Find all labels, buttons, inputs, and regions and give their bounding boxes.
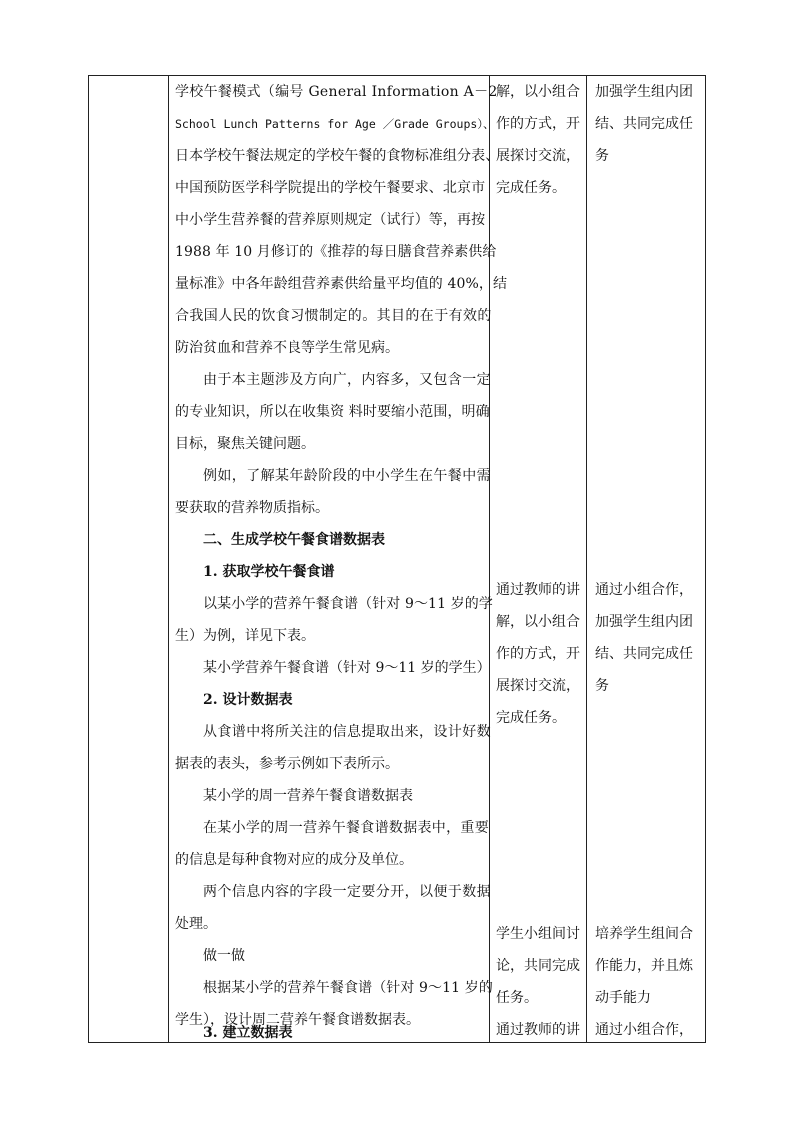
- purpose-line: 结、共同完成任: [595, 116, 693, 132]
- content-line: 要获取的营养物质指标。: [175, 500, 329, 516]
- content-line: 的专业知识，所以在收集资 料时要缩小范围，明确: [175, 404, 490, 420]
- activity-label: 做一做: [203, 948, 245, 964]
- content-line: 1988 年 10 月修订的《推荐的每日膳食营养素供给: [175, 244, 497, 260]
- activity-line: 通过教师的讲: [496, 1022, 580, 1038]
- content-line: 根据某小学的营养午餐食谱（针对 9～11 岁的: [203, 980, 493, 996]
- content-line: 量标准》中各年龄组营养素供给量平均值的 40%，结: [175, 276, 508, 292]
- activity-line: 完成任务。: [496, 180, 566, 196]
- content-line: 目标，聚焦关键问题。: [175, 436, 315, 452]
- content-line: 据表的表头，参考示例如下表所示。: [175, 756, 399, 772]
- content-line: 中国预防医学科学院提出的学校午餐要求、北京市: [175, 180, 486, 196]
- purpose-line: 加强学生组内团: [595, 614, 693, 630]
- purpose-line: 动手能力: [595, 990, 651, 1006]
- activity-line: 完成任务。: [496, 710, 566, 726]
- lesson-table: [88, 75, 706, 1043]
- content-line: 学生），设计周二营养午餐食谱数据表。: [175, 1012, 420, 1028]
- purpose-line: 结、共同完成任: [595, 646, 693, 662]
- purpose-line: 通过小组合作，: [595, 1022, 693, 1038]
- student-activity-cell: [490, 76, 586, 1042]
- content-line: 由于本主题涉及方向广，内容多，又包含一定: [203, 372, 491, 388]
- activity-line: 论，共同完成: [496, 958, 580, 974]
- content-line: 例如，了解某年龄阶段的中小学生在午餐中需: [203, 468, 491, 484]
- purpose-line: 通过小组合作，: [595, 582, 693, 598]
- activity-line: 展探讨交流，: [496, 678, 580, 694]
- activity-line: 通过教师的讲: [496, 582, 580, 598]
- content-line: School Lunch Patterns for Age ／Grade Groups）、: [175, 117, 495, 131]
- activity-line: 解，以小组合: [496, 614, 580, 630]
- content-line: 的信息是每种食物对应的成分及单位。: [175, 852, 413, 868]
- subsection-heading: 1. 获取学校午餐食谱: [203, 564, 335, 580]
- stage-cell: [89, 76, 168, 1042]
- subsection-heading: 3. 建立数据表: [203, 1025, 293, 1041]
- purpose-line: 作能力，并且炼: [595, 958, 693, 974]
- table-caption: 某小学营养午餐食谱（针对 9～11 岁的学生）: [203, 660, 491, 676]
- content-line: 防治贫血和营养不良等学生常见病。: [175, 340, 399, 356]
- purpose-line: 加强学生组内团: [595, 84, 693, 100]
- content-line: 从食谱中将所关注的信息提取出来，设计好数: [203, 724, 491, 740]
- content-line: 中小学生营养餐的营养原则规定（试行）等，再按: [175, 212, 486, 228]
- purpose-line: 务: [595, 678, 609, 694]
- activity-line: 解，以小组合: [496, 84, 580, 100]
- activity-line: 任务。: [496, 990, 538, 1006]
- activity-line: 展探讨交流，: [496, 148, 580, 164]
- content-line: 日本学校午餐法规定的学校午餐的食物标准组分表、: [175, 148, 500, 164]
- purpose-line: 务: [595, 148, 609, 164]
- design-purpose-cell: [587, 76, 705, 1042]
- activity-line: 作的方式，开: [496, 646, 580, 662]
- content-line: 以某小学的营养午餐食谱（针对 9～11 岁的学: [203, 596, 493, 612]
- content-line: 两个信息内容的字段一定要分开，以便于数据: [203, 884, 491, 900]
- activity-line: 学生小组间讨: [496, 926, 580, 942]
- content-line: 在某小学的周一营养午餐食谱数据表中，重要: [203, 820, 489, 836]
- content-line: 学校午餐模式（编号 General Information A－2: [175, 84, 498, 100]
- section-heading: 二、生成学校午餐食谱数据表: [203, 532, 385, 548]
- content-line: 生）为例，详见下表。: [175, 628, 315, 644]
- content-line: 处理。: [175, 916, 217, 932]
- activity-line: 作的方式，开: [496, 116, 580, 132]
- table-caption: 某小学的周一营养午餐食谱数据表: [203, 788, 413, 804]
- content-line: 合我国人民的饮食习惯制定的。其目的在于有效的: [175, 308, 492, 324]
- purpose-line: 培养学生组间合: [595, 926, 693, 942]
- teaching-content-cell: [169, 76, 508, 1042]
- subsection-heading: 2. 设计数据表: [203, 692, 293, 708]
